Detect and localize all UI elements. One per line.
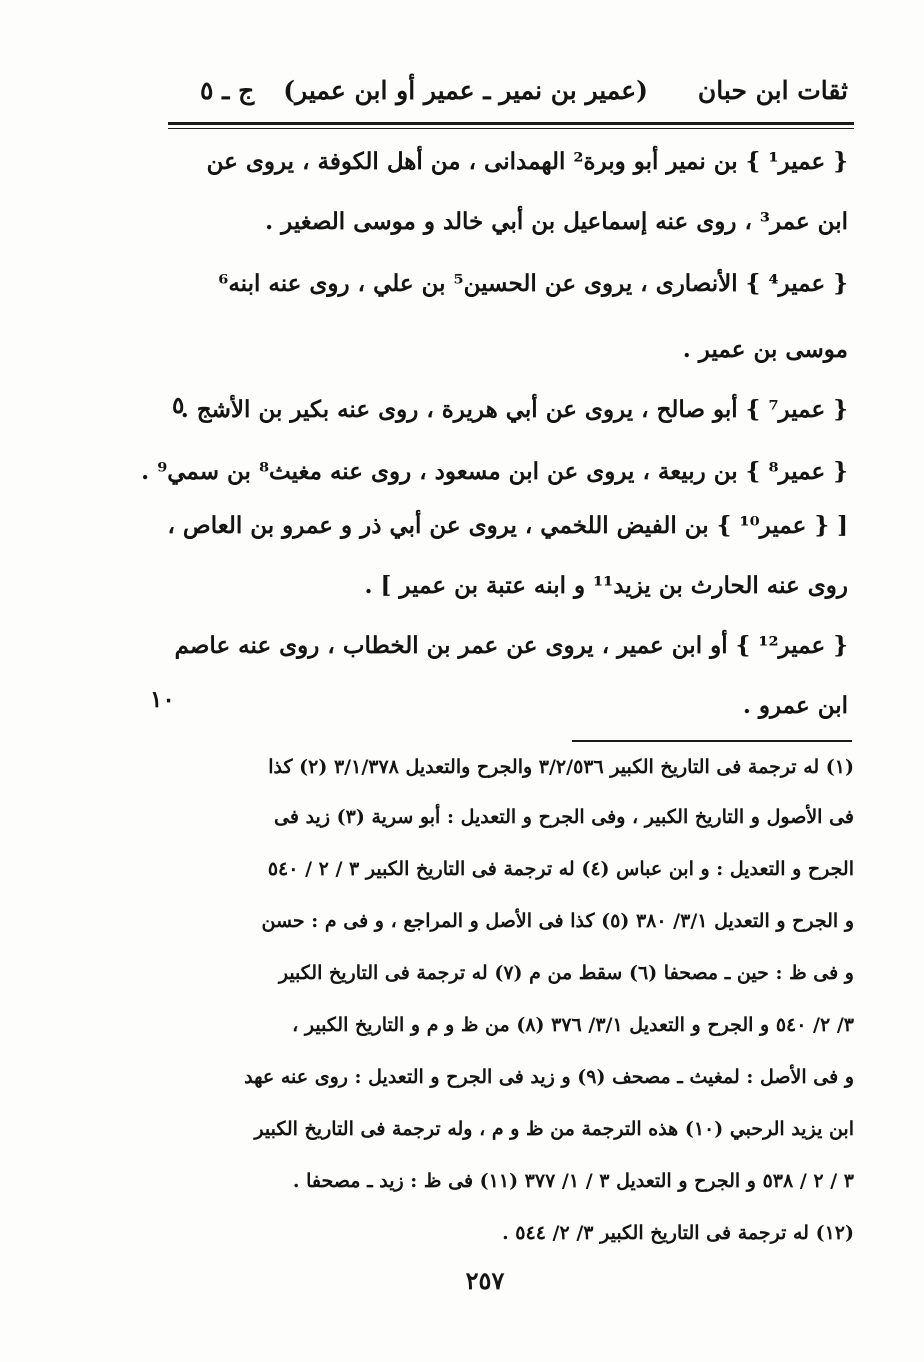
footnote-line-5: و فى ظ : حين ـ مصحفا (٦) سقط من م (٧) له ترجمة فى التاريخ الكبير [278,962,854,984]
footnote-line-7: و فى الأصل : لمغيث ـ مصحف (٩) و زيد فى الجرح و التعديل : روى عنه عهد [244,1066,854,1088]
page-number: ٢٥٧ [465,1266,505,1295]
body-line-6: { عمير⁸ } بن ربيعة ، يروى عن ابن مسعود ، روى عنه مغيث⁸ بن سمي⁹ . [141,458,848,485]
running-title: ثقات ابن حبان [697,76,848,105]
body-line-2: ابن عمر³ ، روى عنه إسماعيل بن أبي خالد و موسى الصغير . [265,208,848,235]
page-header [178,70,848,120]
footnote-line-2: فى الأصول و التاريخ الكبير ، وفى الجرح و التعديل : أبو سرية (٣) زيد فى [274,806,854,828]
body-line-7: [ { عمير¹⁰ } بن الفيض اللخمي ، يروى عن أبي ذر و عمرو بن العاص ، [167,512,848,539]
line-number-10: ١٠ [150,686,175,713]
body-line-4: موسى بن عمير . [682,336,848,363]
body-line-3: { عمير⁴ } الأنصارى ، يروى عن الحسين⁵ بن علي ، روى عنه ابنه⁶ [218,270,848,297]
volume-label: ج ـ ٥ [200,76,255,105]
running-subtitle: (عمير بن نمير ـ عمير أو ابن عمير) [283,76,648,105]
body-line-10: ابن عمرو . [742,692,848,719]
footnote-line-9: ٣ / ٢ / ٥٣٨ و الجرح و التعديل ٣ / ١/ ٣٧٧ (١١) فى ظ : زيد ـ مصحفا . [292,1170,854,1192]
body-line-1: { عمير¹ } بن نمير أبو وبرة² الهمدانى ، من أهل الكوفة ، يروى عن [206,148,848,175]
footnote-separator [572,740,852,742]
body-line-8: روى عنه الحارث بن يزيد¹¹ و ابنه عتبة بن عمير ] . [364,572,848,599]
footnote-line-1: (١) له ترجمة فى التاريخ الكبير ٣/٢/٥٣٦ والجرح والتعديل ٣/١/٣٧٨ (٢) كذا [268,756,854,778]
footnote-line-8: ابن يزيد الرحبي (١٠) هذه الترجمة من ظ و م ، وله ترجمة فى التاريخ الكبير [254,1118,854,1140]
footnote-line-10: (١٢) له ترجمة فى التاريخ الكبير ٣/ ٢/ ٥٤٤ . [502,1222,854,1244]
footnote-line-3: الجرح و التعديل : و ابن عباس (٤) له ترجمة فى التاريخ الكبير ٣ / ٢ / ٥٤٠ [267,858,854,880]
body-line-5: { عمير⁷ } أبو صالح ، يروى عن أبي هريرة ، روى عنه بكير بن الأشج . [180,396,848,423]
line-number-5: ٥ [172,392,185,419]
footnote-line-6: ٣/ ٢/ ٥٤٠ و الجرح و التعديل ٣/١/ ٣٧٦ (٨) من ظ و م و التاريخ الكبير ، [292,1014,854,1036]
body-line-9: { عمير¹² } أو ابن عمير ، يروى عن عمر بن الخطاب ، روى عنه عاصم [174,632,848,659]
header-rule-thin [168,128,854,129]
footnote-line-4: و الجرح و التعديل ٣/١/ ٣٨٠ (٥) كذا فى الأصل و المراجع ، و فى م : حسن [261,910,854,932]
header-rule-thick [168,122,854,125]
